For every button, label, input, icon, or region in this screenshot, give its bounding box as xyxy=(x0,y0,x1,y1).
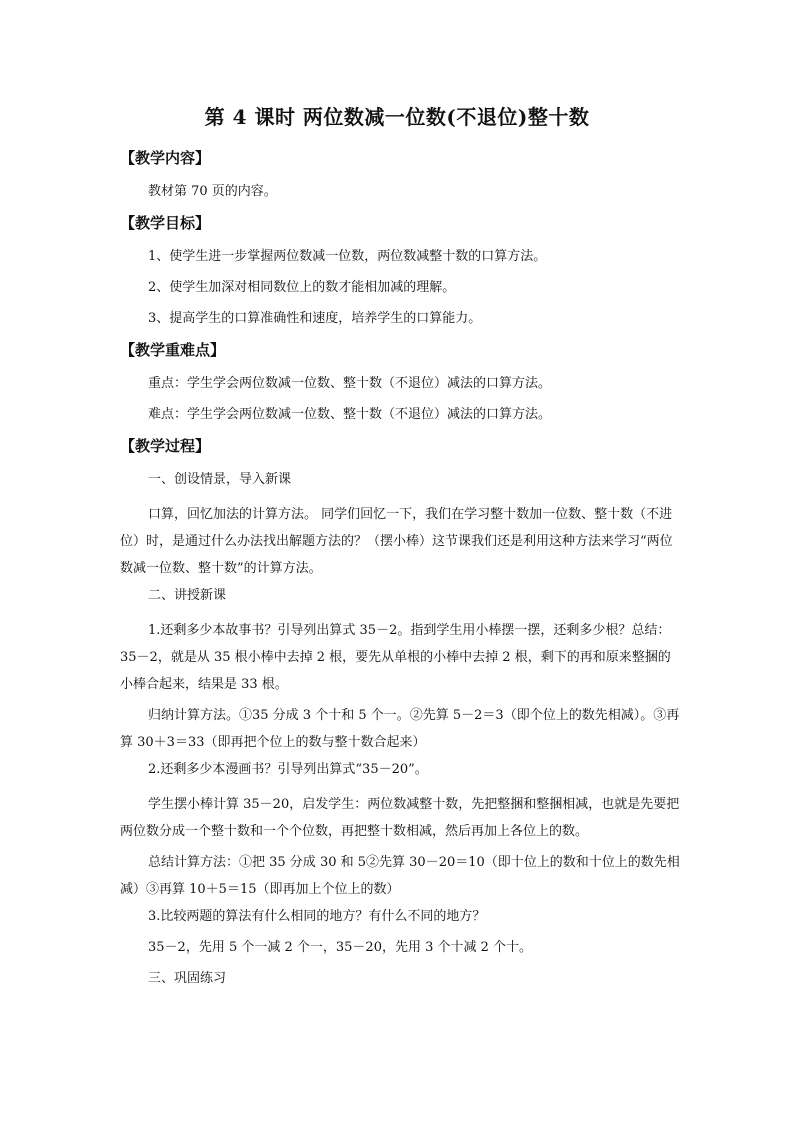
section-heading-process: 【教学过程】 xyxy=(120,437,211,455)
process-question-2: 2.还剩多少本漫画书？引导列出算式“35－20”。 xyxy=(148,762,428,777)
process-part1-title: 一、创设情景，导入新课 xyxy=(148,472,292,487)
document-body xyxy=(120,148,680,1000)
section-heading-key-points: 【教学重难点】 xyxy=(120,341,226,359)
section-heading-goals: 【教学目标】 xyxy=(120,214,211,232)
difficult-point-text: 难点：学生学会两位数减一位数、整十数（不退位）减法的口算方法。 xyxy=(148,407,552,422)
process-question-3: 3.比较两题的算法有什么相同的地方？有什么不同的地方？ xyxy=(148,909,486,924)
content-text: 教材第 70 页的内容。 xyxy=(148,184,277,199)
key-point-text: 重点：学生学会两位数减一位数、整十数（不退位）减法的口算方法。 xyxy=(148,376,552,391)
process-question-1: 1.还剩多少本故事书？引导列出算式 35－2。指到学生用小棒摆一摆，还剩多少根？总结：35－2，就是从 35 根小棒中去掉 2 根，要先从单根的小棒中去掉 2 根，剩下的再和原来整捆的小棒合起来，结果是 33 根。 xyxy=(120,623,671,692)
process-question-2-text: 学生摆小棒计算 35－20，启发学生：两位数减整十数，先把整捆和整捆相减，也就是先要把两位数分成一个整十数和一个个位数，再把整十数相减，然后再加上各位上的数。 xyxy=(120,797,680,839)
process-part3-title: 三、巩固练习 xyxy=(148,971,227,986)
process-part2-title: 二、讲授新课 xyxy=(148,588,227,603)
goal-item-1: 1、使学生进一步掌握两位数减一位数，两位数减整十数的口算方法。 xyxy=(148,249,547,264)
goal-item-3: 3、提高学生的口算准确性和速度，培养学生的口算能力。 xyxy=(148,311,482,326)
section-heading-content: 【教学内容】 xyxy=(120,149,211,167)
page-title: 第 4 课时 两位数减一位数(不退位)整十数 xyxy=(204,105,590,129)
process-method-1: 归纳计算方法。①35 分成 3 个十和 5 个一。②先算 5－2＝3（即个位上的数先相减）。③再算 30＋3＝33（即再把个位上的数与整十数合起来） xyxy=(120,708,680,750)
process-method-2: 总结计算方法：①把 35 分成 30 和 5②先算 30－20＝10（即十位上的数和十位上的数先相减）③再算 10＋5＝15（即再加上个位上的数） xyxy=(120,855,680,897)
goal-item-2: 2、使学生加深对相同数位上的数才能相加减的理解。 xyxy=(148,280,456,295)
process-compare-text: 35－2，先用 5 个一减 2 个一，35－20，先用 3 个十减 2 个十。 xyxy=(148,940,533,955)
process-part1-text: 口算，回忆加法的计算方法。 同学们回忆一下，我们在学习整十数加一位数、整十数（不进位）时，是通过什么办法找出解题方法的？（摆小棒）这节课我们还是利用这种方法来学习“两位数减一位数、整十数”的计算方法。 xyxy=(120,507,673,576)
